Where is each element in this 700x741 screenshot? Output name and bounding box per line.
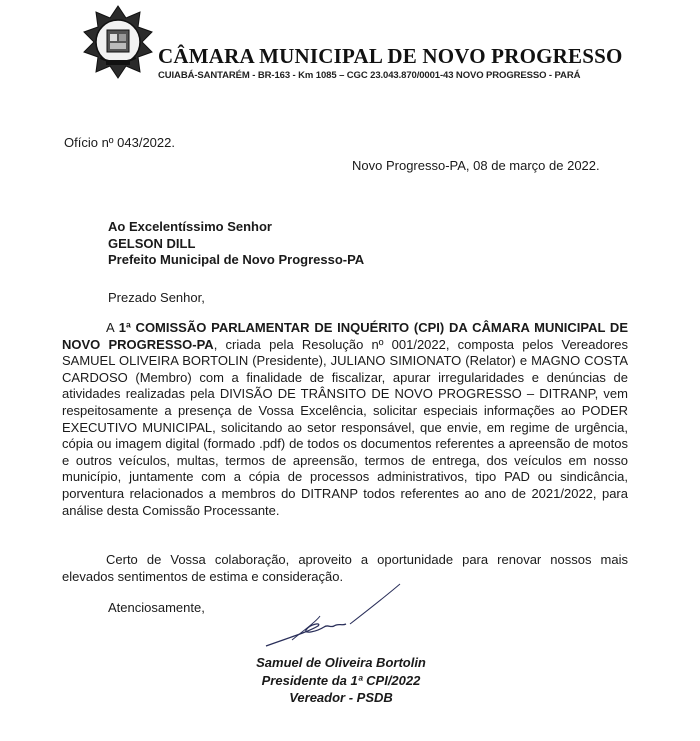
body-paragraph bbox=[62, 320, 628, 519]
org-address: CUIABÁ-SANTARÉM - BR-163 - Km 1085 – CGC 23.043.870/0001-43 NOVO PROGRESSO - PARÁ bbox=[158, 70, 581, 81]
handwritten-signature-icon bbox=[258, 580, 408, 660]
closing-paragraph: Certo de Vossa colaboração, aproveito a oportunidade para renovar nossos mais elevados sentimentos de estima e consideração. bbox=[62, 552, 628, 584]
body-lead: A bbox=[106, 320, 114, 335]
addressee-name: GELSON DILL bbox=[108, 235, 196, 251]
office-reference: Ofício nº 043/2022. bbox=[64, 135, 175, 150]
addressee-title: Prefeito Municipal de Novo Progresso-PA bbox=[108, 252, 365, 267]
addressee-line-1: Ao Excelentíssimo Senhor bbox=[108, 219, 272, 234]
body-text: , criada pela Resolução nº 001/2022, composta pelos Vereadores SAMUEL OLIVEIRA BORTOLIN (Presidente), JULIANO SIMIONATO (Relator) e MAGNO COSTA CARDOSO (Membro) com a finalidade de fiscalizar, apurar irregularidades e denúncias de atividades realizadas pela DIVISÃO DE TRÂNSITO DE NOVO PROGRESSO – DITRANP, vem respeitosamente a presença de Vossa Excelência, solicitar especiais informações ao PODER EXECUTIVO MUNICIPAL, solicitando ao setor responsável, que envie, em regime de urgência, cópia ou imagem digital (formado .pdf) de todos os documentos referentes a apreensão de motos e outros veículos, multas, termos de apreensão, termos de entrega, dos veículos em nosso município, juntamente com a cópia de processos administrativos, tipo PAD ou sindicância, porventura relacionados a membros do DITRANP todos referentes ao ano de 2021/2022, para análise desta Comissão Processante. bbox=[62, 336, 628, 518]
municipal-crest-icon bbox=[80, 4, 156, 80]
place-date: Novo Progresso-PA, 08 de março de 2022. bbox=[352, 158, 600, 173]
farewell: Atenciosamente, bbox=[108, 600, 205, 615]
signature-block bbox=[236, 654, 446, 707]
commission-name: 1ª COMISSÃO PARLAMENTAR DE INQUÉRITO (CPI) DA CÂMARA MUNICIPAL DE NOVO PROGRESSO-PA bbox=[62, 320, 628, 352]
addressee-block bbox=[108, 219, 364, 269]
signer-role: Presidente da 1ª CPI/2022 bbox=[261, 672, 421, 688]
salutation: Prezado Senhor, bbox=[108, 290, 205, 305]
signer-name: Samuel de Oliveira Bortolin bbox=[256, 655, 426, 670]
signer-position: Vereador - PSDB bbox=[289, 690, 393, 705]
org-name: CÂMARA MUNICIPAL DE NOVO PROGRESSO bbox=[158, 44, 623, 68]
